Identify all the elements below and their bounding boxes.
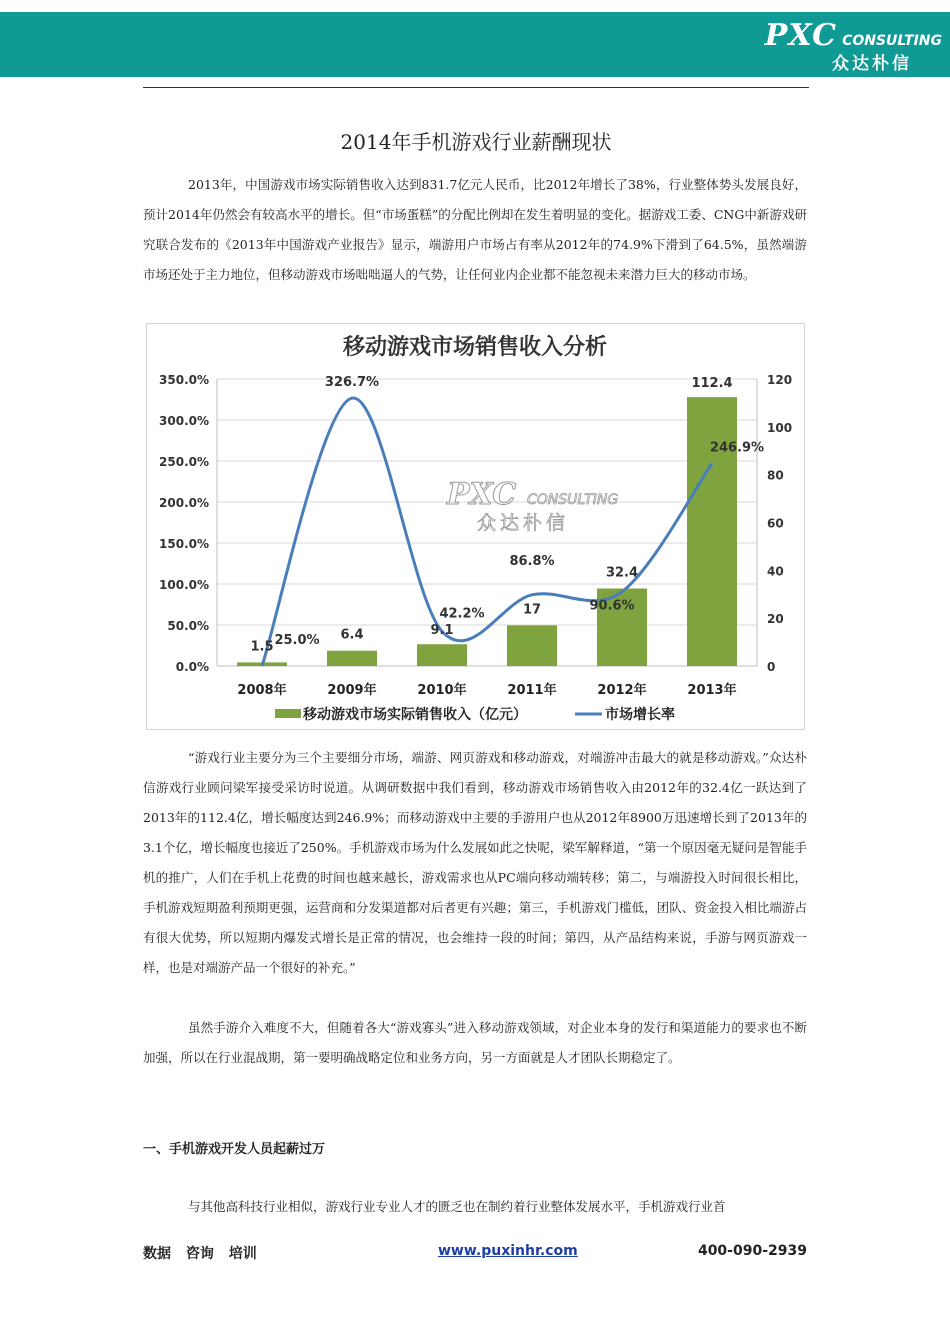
growth-rate-label: 86.8%: [509, 553, 555, 569]
logo-chinese-text: 众达朴信: [832, 54, 912, 74]
bar-value-label: 17: [522, 602, 542, 618]
intro-paragraph: 2013年，中国游戏市场实际销售收入达到831.7亿元人民币，比2012年增长了38%，行业整体势头发展良好，预计2014年仍然会有较高水平的增长。但“市场蛋糕”的分配比例却在发生着明显的变化。据游戏工委、CNG中新游戏研究联合发布的《2013年中国游戏产业报告》显示，端游用户市场占有率从2012年的74.9%下滑到了64.5%，虽然端游市场还处于主力地位，但移动游戏市场咄咄逼人的气势，让任何业内企业都不能忽视未来潜力巨大的移动市场。: [143, 177, 807, 282]
legend-bar-swatch: [275, 709, 301, 718]
bar-value-label: 32.4: [605, 565, 639, 581]
y-left-tick-label: 250.0%: [159, 455, 209, 469]
y-right-tick-label: 100: [767, 420, 793, 435]
watermark-cn: 众达朴信: [477, 512, 570, 534]
header-divider: [143, 87, 809, 88]
footer-phone: 400-090-2939: [697, 1243, 807, 1259]
legend-bar-label: 移动游戏市场实际销售收入（亿元）: [303, 707, 527, 723]
x-category-label: 2010年: [417, 683, 467, 698]
strategy-paragraph: 虽然手游介入难度不大，但随着各大“游戏寡头”进入移动游戏领域，对企业本身的发行和渠道能力的要求也不断加强，所以在行业混战期，第一要明确战略定位和业务方向，另一方面就是人才团队长期稳定了。: [143, 1020, 807, 1065]
y-right-tick-label: 60: [767, 516, 784, 531]
growth-rate-label: 25.0%: [274, 633, 320, 648]
talent-paragraph: 与其他高科技行业相似，游戏行业专业人才的匮乏也在制约着行业整体发展水平，手机游戏行业首: [188, 1199, 726, 1214]
y-left-tick-label: 0.0%: [175, 660, 209, 674]
growth-rate-label: 246.9%: [709, 440, 765, 456]
y-right-tick-label: 80: [767, 468, 784, 483]
y-left-tick-label: 100.0%: [159, 578, 209, 592]
y-left-tick-label: 300.0%: [159, 414, 209, 428]
revenue-bar: [507, 625, 557, 666]
page-title: 2014年手机游戏行业薪酬现状: [340, 130, 612, 154]
section-heading: 一、手机游戏开发人员起薪过万: [143, 1142, 326, 1157]
logo-main-text: PXC: [764, 18, 837, 53]
y-right-tick-label: 40: [767, 564, 784, 579]
y-left-tick-label: 200.0%: [159, 496, 209, 510]
growth-rate-label: 42.2%: [439, 606, 485, 622]
revenue-bar: [327, 651, 377, 666]
x-category-label: 2009年: [327, 683, 377, 698]
growth-rate-label: 326.7%: [324, 375, 380, 391]
y-left-tick-label: 350.0%: [159, 373, 209, 387]
watermark-sub: CONSULTING: [527, 492, 619, 508]
revenue-chart: [146, 323, 805, 730]
bar-value-label: 112.4: [691, 376, 733, 392]
bar-value-label: 1.5: [250, 639, 274, 655]
x-category-label: 2013年: [687, 683, 737, 698]
quote-paragraph: “游戏行业主要分为三个主要细分市场，端游、网页游戏和移动游戏，对端游冲击最大的就是移动游戏。”众达朴信游戏行业顾问梁军接受采访时说道。从调研数据中我们看到，移动游戏市场销售收入由2012年的32.4亿一跃达到了2013年的112.4亿，增长幅度达到246.9%；而移动游戏中主要的手游用户也从2012年8900万迅速增长到了2013年的3.1个亿，增长幅度也接近了250%。手机游戏市场为什么发展如此之快呢，梁军解释道，“第一个原因毫无疑问是智能手机的推广，人们在手机上花费的时间也越来越长，游戏需求也从PC端向移动端转移；第二，与端游投入时间很长相比，手机游戏短期盈利预期更强，运营商和分发渠道都对后者更有兴趣；第三，手机游戏门槛低，团队、资金投入相比端游占有很大优势，所以短期内爆发式增长是正常的情况，也会维持一段的时间；第四，从产品结构来说，手游与网页游戏一样，也是对端游产品一个很好的补充。”: [143, 750, 807, 975]
footer-website-link[interactable]: www.puxinhr.com: [438, 1243, 578, 1259]
footer-services: 数据 咨询 培训: [143, 1246, 257, 1262]
y-right-tick-label: 120: [767, 373, 793, 387]
logo-sub-text: CONSULTING: [842, 33, 942, 49]
y-left-tick-label: 50.0%: [167, 619, 209, 633]
y-left-tick-label: 150.0%: [159, 537, 209, 551]
revenue-bar: [687, 397, 737, 666]
x-category-label: 2008年: [237, 683, 287, 698]
revenue-bar: [417, 644, 467, 666]
growth-rate-label: 90.6%: [589, 598, 635, 614]
chart-svg: [147, 324, 804, 729]
header-banner: [0, 12, 950, 77]
x-category-label: 2011年: [507, 683, 557, 698]
x-category-label: 2012年: [597, 683, 647, 698]
y-right-tick-label: 20: [767, 612, 784, 627]
y-right-tick-label: 0: [767, 660, 776, 674]
pxc-logo: [765, 18, 942, 74]
bar-value-label: 6.4: [340, 627, 364, 643]
bar-value-label: 9.1: [430, 623, 454, 639]
chart-title: 移动游戏市场销售收入分析: [342, 335, 608, 360]
watermark-main: PXC: [447, 477, 517, 512]
legend-line-label: 市场增长率: [605, 707, 675, 723]
